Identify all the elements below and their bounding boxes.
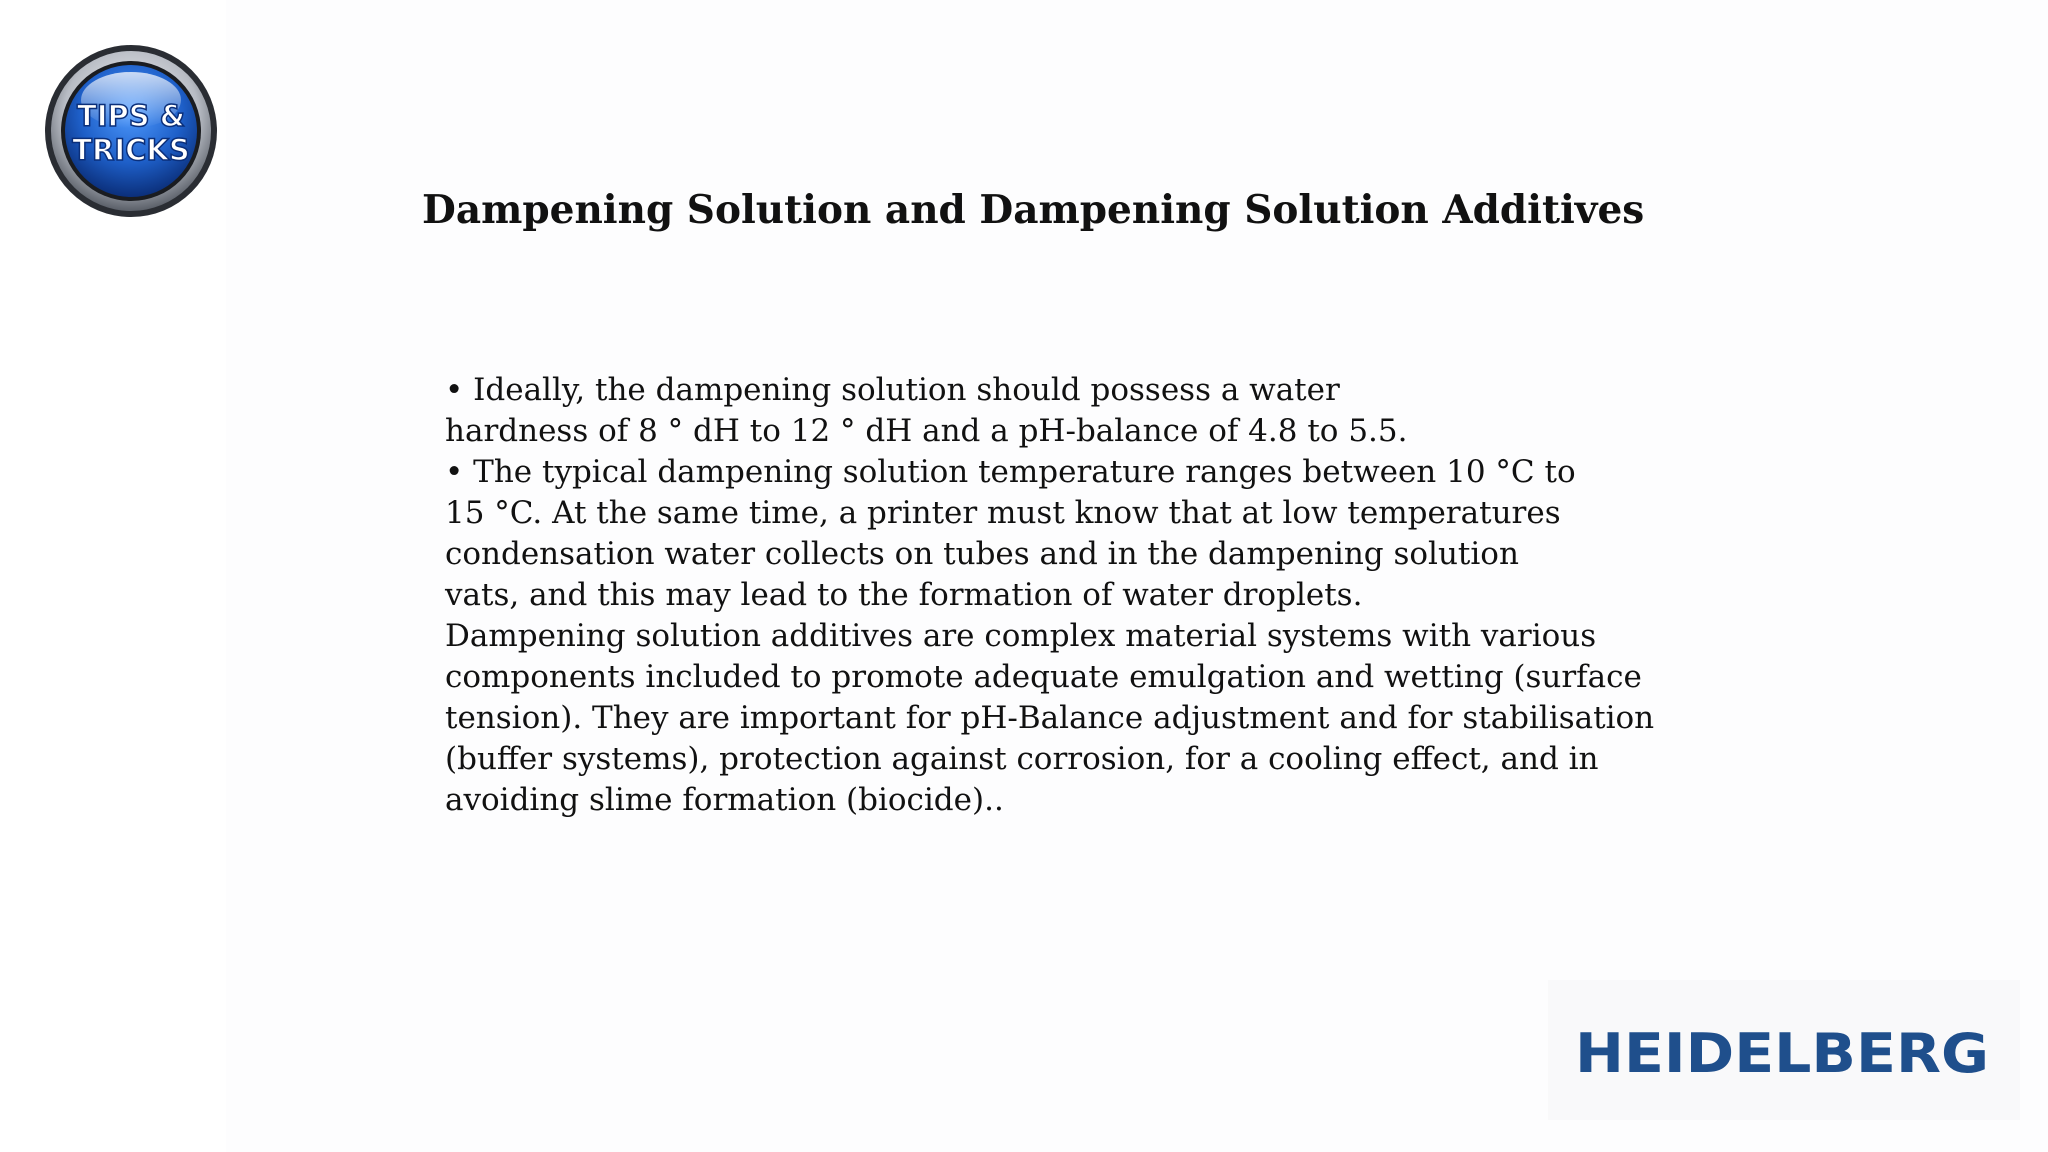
tips-and-tricks-badge-icon — [42, 42, 220, 220]
body-line: • Ideally, the dampening solution should possess a water — [445, 372, 1340, 408]
slide-title: Dampening Solution and Dampening Solution Additives — [422, 187, 1645, 233]
body-line: avoiding slime formation (biocide).. — [445, 782, 1004, 818]
badge-line1: TIPS & — [76, 99, 186, 133]
body-line: Dampening solution additives are complex material systems with various — [445, 618, 1597, 654]
logo-text: HEIDELBERG — [1575, 1024, 1989, 1080]
body-line: hardness of 8 ° dH to 12 ° dH and a pH-balance of 4.8 to 5.5. — [445, 413, 1408, 449]
body-line: 15 °C. At the same time, a printer must know that at low temperatures — [445, 495, 1561, 531]
body-line: • The typical dampening solution temperature ranges between 10 °C to — [445, 454, 1576, 490]
heidelberg-logo — [1548, 980, 2020, 1120]
body-line: vats, and this may lead to the formation of water droplets. — [445, 577, 1363, 613]
badge-line2: TRICKS — [72, 133, 190, 167]
body-line: condensation water collects on tubes and in the dampening solution — [445, 536, 1519, 572]
slide-body — [445, 370, 1735, 821]
body-line: (buffer systems), protection against corrosion, for a cooling effect, and in — [445, 741, 1599, 777]
body-line: components included to promote adequate emulgation and wetting (surface — [445, 659, 1642, 695]
body-line: tension). They are important for pH-Balance adjustment and for stabilisation — [445, 700, 1655, 736]
